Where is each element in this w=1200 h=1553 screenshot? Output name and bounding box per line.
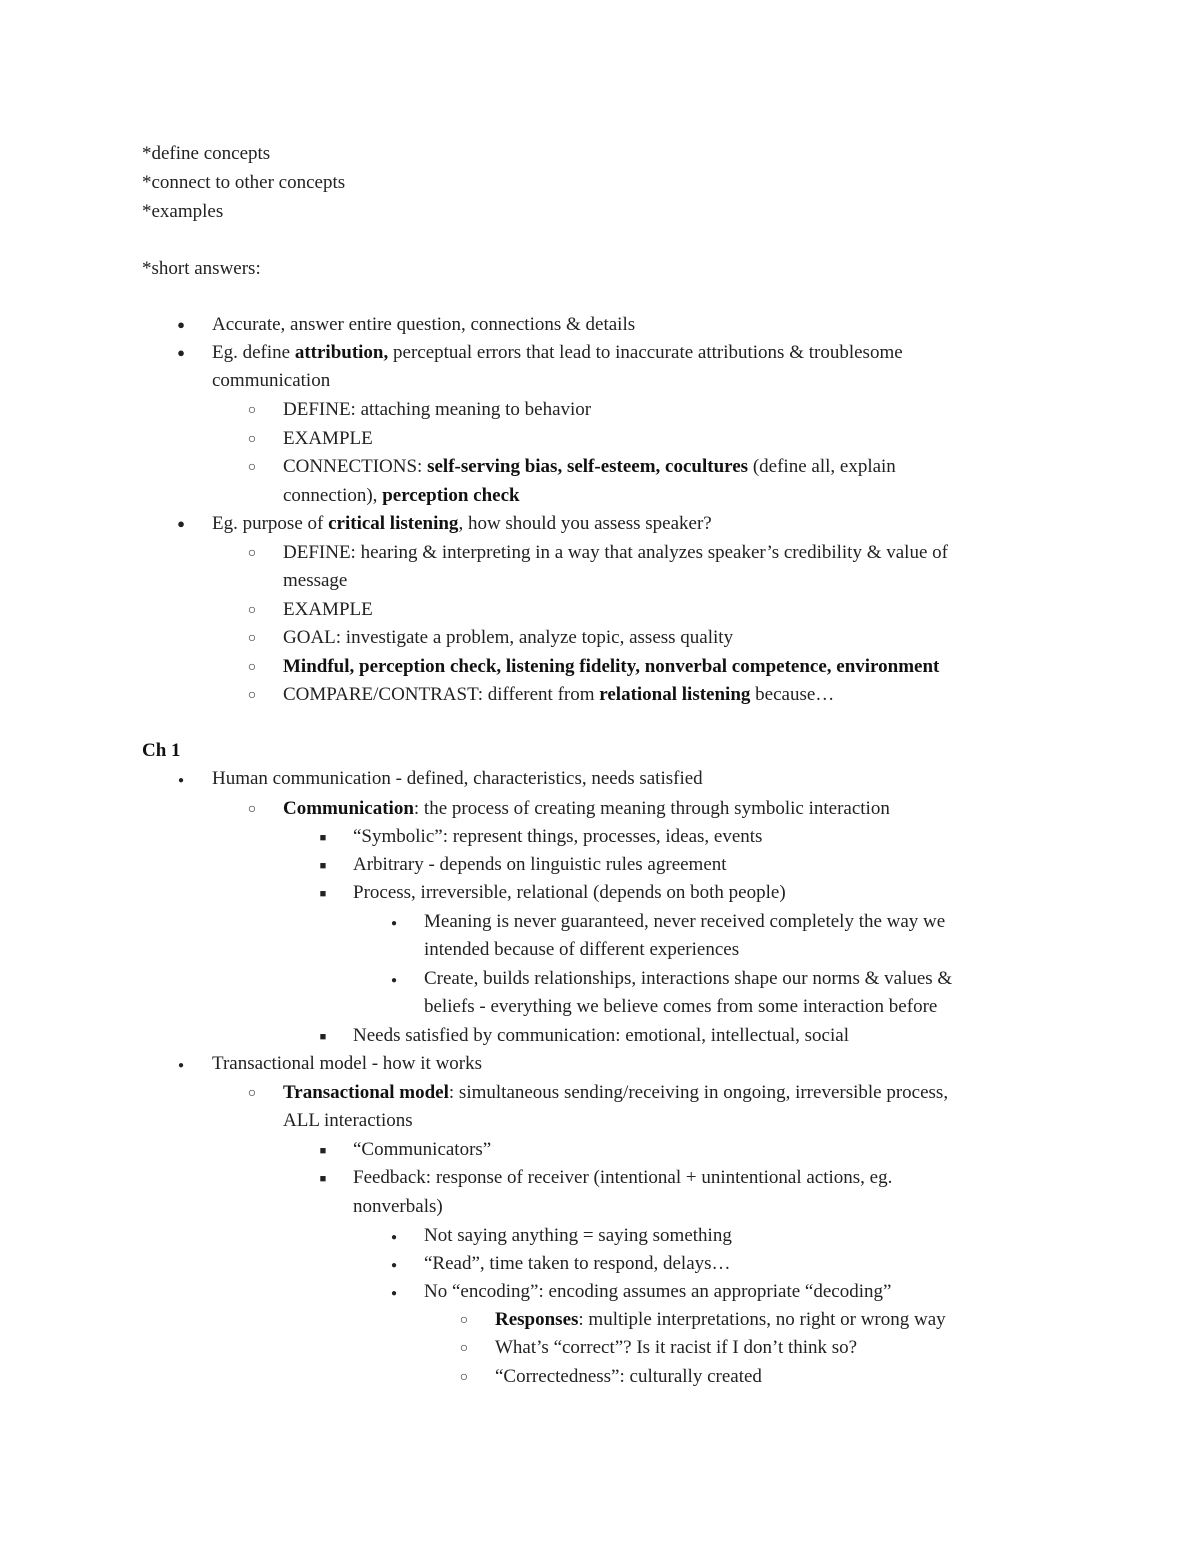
bold-term: relational listening (599, 684, 751, 705)
bullet-disc-icon (386, 910, 402, 936)
bullet-disc-icon (386, 1252, 402, 1278)
list-item-continuation: ALL interactions (283, 1110, 413, 1131)
list-item: Transactional model - how it works (212, 1053, 483, 1074)
list-item: Create, builds relationships, interactions shape our norms & values & (424, 968, 953, 989)
bold-term: Mindful, perception check, listening fidelity, nonverbal competence, environment (283, 656, 940, 677)
list-item-continuation: nonverbals) (353, 1196, 443, 1217)
list-item (283, 683, 834, 707)
list-item (283, 655, 939, 679)
list-item: GOAL: investigate a problem, analyze topic, assess quality (283, 627, 734, 648)
list-item: Feedback: response of receiver (intentional + unintentional actions, eg. (353, 1167, 893, 1188)
text-run: Eg. define (212, 342, 295, 363)
list-item: No “encoding”: encoding assumes an appropriate “decoding” (424, 1281, 892, 1302)
list-item: Human communication - defined, characteristics, needs satisfied (212, 768, 703, 789)
text-run: perceptual errors that lead to inaccurate attributions & troublesome (388, 342, 903, 363)
bullet-circle-icon (456, 1336, 472, 1361)
list-item (212, 512, 712, 536)
list-item-continuation: beliefs - everything we believe comes from some interaction before (424, 996, 938, 1017)
list-item (283, 455, 896, 479)
text-run: Eg. purpose of (212, 513, 329, 534)
list-item: DEFINE: attaching meaning to behavior (283, 399, 592, 420)
list-item: Accurate, answer entire question, connections & details (212, 314, 636, 335)
list-item: Needs satisfied by communication: emotional, intellectual, social (353, 1025, 849, 1046)
text-run: , how should you assess speaker? (458, 513, 712, 534)
bold-term: Responses (495, 1309, 579, 1330)
bullet-circle-icon (244, 655, 260, 680)
list-item: Not saying anything = saying something (424, 1225, 732, 1246)
list-item-continuation: message (283, 570, 348, 591)
list-item: Arbitrary - depends on linguistic rules agreement (353, 854, 727, 875)
bullet-square-icon (315, 1138, 331, 1163)
bullet-square-icon (315, 881, 331, 906)
list-item (283, 1081, 948, 1105)
short-answers-label: *short answers: (142, 258, 261, 279)
bullet-circle-icon (244, 626, 260, 651)
intro-line: *define concepts (142, 143, 271, 164)
list-item (212, 341, 903, 365)
bullet-disc-icon (173, 767, 189, 793)
bullet-square-icon (315, 853, 331, 878)
text-run: : multiple interpretations, no right or wrong way (578, 1309, 946, 1330)
bullet-disc-icon (173, 1052, 189, 1078)
bullet-disc-icon (386, 1280, 402, 1306)
bold-term: critical listening (328, 513, 459, 534)
list-item: “Read”, time taken to respond, delays… (424, 1253, 731, 1274)
bullet-circle-icon (244, 797, 260, 822)
bullet-square-icon (315, 825, 331, 850)
list-item-continuation (283, 484, 520, 508)
bold-term: attribution, (294, 342, 389, 363)
bullet-disc-icon (173, 313, 189, 337)
bullet-circle-icon (456, 1308, 472, 1333)
bullet-square-icon (315, 1166, 331, 1191)
text-run: COMPARE/CONTRAST: different from (283, 684, 600, 705)
bullet-disc-icon (386, 967, 402, 993)
intro-line: *examples (142, 201, 224, 222)
bold-term: Communication (283, 798, 414, 819)
text-run: connection), (283, 485, 383, 506)
list-item: What’s “correct”? Is it racist if I don’t think so? (495, 1337, 858, 1358)
bullet-square-icon (315, 1024, 331, 1049)
list-item: “Symbolic”: represent things, processes, ideas, events (353, 826, 763, 847)
bullet-circle-icon (244, 541, 260, 566)
bullet-circle-icon (244, 1081, 260, 1106)
list-item: EXAMPLE (283, 428, 373, 449)
text-run: because… (750, 684, 835, 705)
bullet-circle-icon (244, 598, 260, 623)
bullet-disc-icon (173, 512, 189, 536)
bullet-disc-icon (173, 341, 189, 365)
text-run: (define all, explain (748, 456, 896, 477)
list-item: “Correctedness”: culturally created (495, 1366, 762, 1387)
list-item-continuation: intended because of different experiences (424, 939, 740, 960)
list-item: “Communicators” (353, 1139, 492, 1160)
text-run: : the process of creating meaning through symbolic interaction (413, 798, 890, 819)
list-item-continuation: communication (212, 370, 331, 391)
list-item: Process, irreversible, relational (depends on both people) (353, 882, 786, 903)
list-item: Meaning is never guaranteed, never received completely the way we (424, 911, 946, 932)
text-run: : simultaneous sending/receiving in ongoing, irreversible process, (448, 1082, 949, 1103)
bullet-circle-icon (456, 1365, 472, 1390)
intro-line: *connect to other concepts (142, 172, 346, 193)
bold-term: perception check (382, 485, 520, 506)
list-item: EXAMPLE (283, 599, 373, 620)
list-item (495, 1308, 946, 1332)
bullet-circle-icon (244, 455, 260, 480)
bold-term: self-serving bias, self-esteem, cocultures (427, 456, 749, 477)
bold-term: Transactional model (283, 1082, 449, 1103)
bullet-circle-icon (244, 683, 260, 708)
list-item: DEFINE: hearing & interpreting in a way that analyzes speaker’s credibility & value of (283, 542, 948, 563)
bullet-circle-icon (244, 427, 260, 452)
section-heading: Ch 1 (142, 740, 181, 761)
bullet-disc-icon (386, 1224, 402, 1250)
bullet-circle-icon (244, 398, 260, 423)
list-item (283, 797, 890, 821)
text-run: CONNECTIONS: (283, 456, 428, 477)
